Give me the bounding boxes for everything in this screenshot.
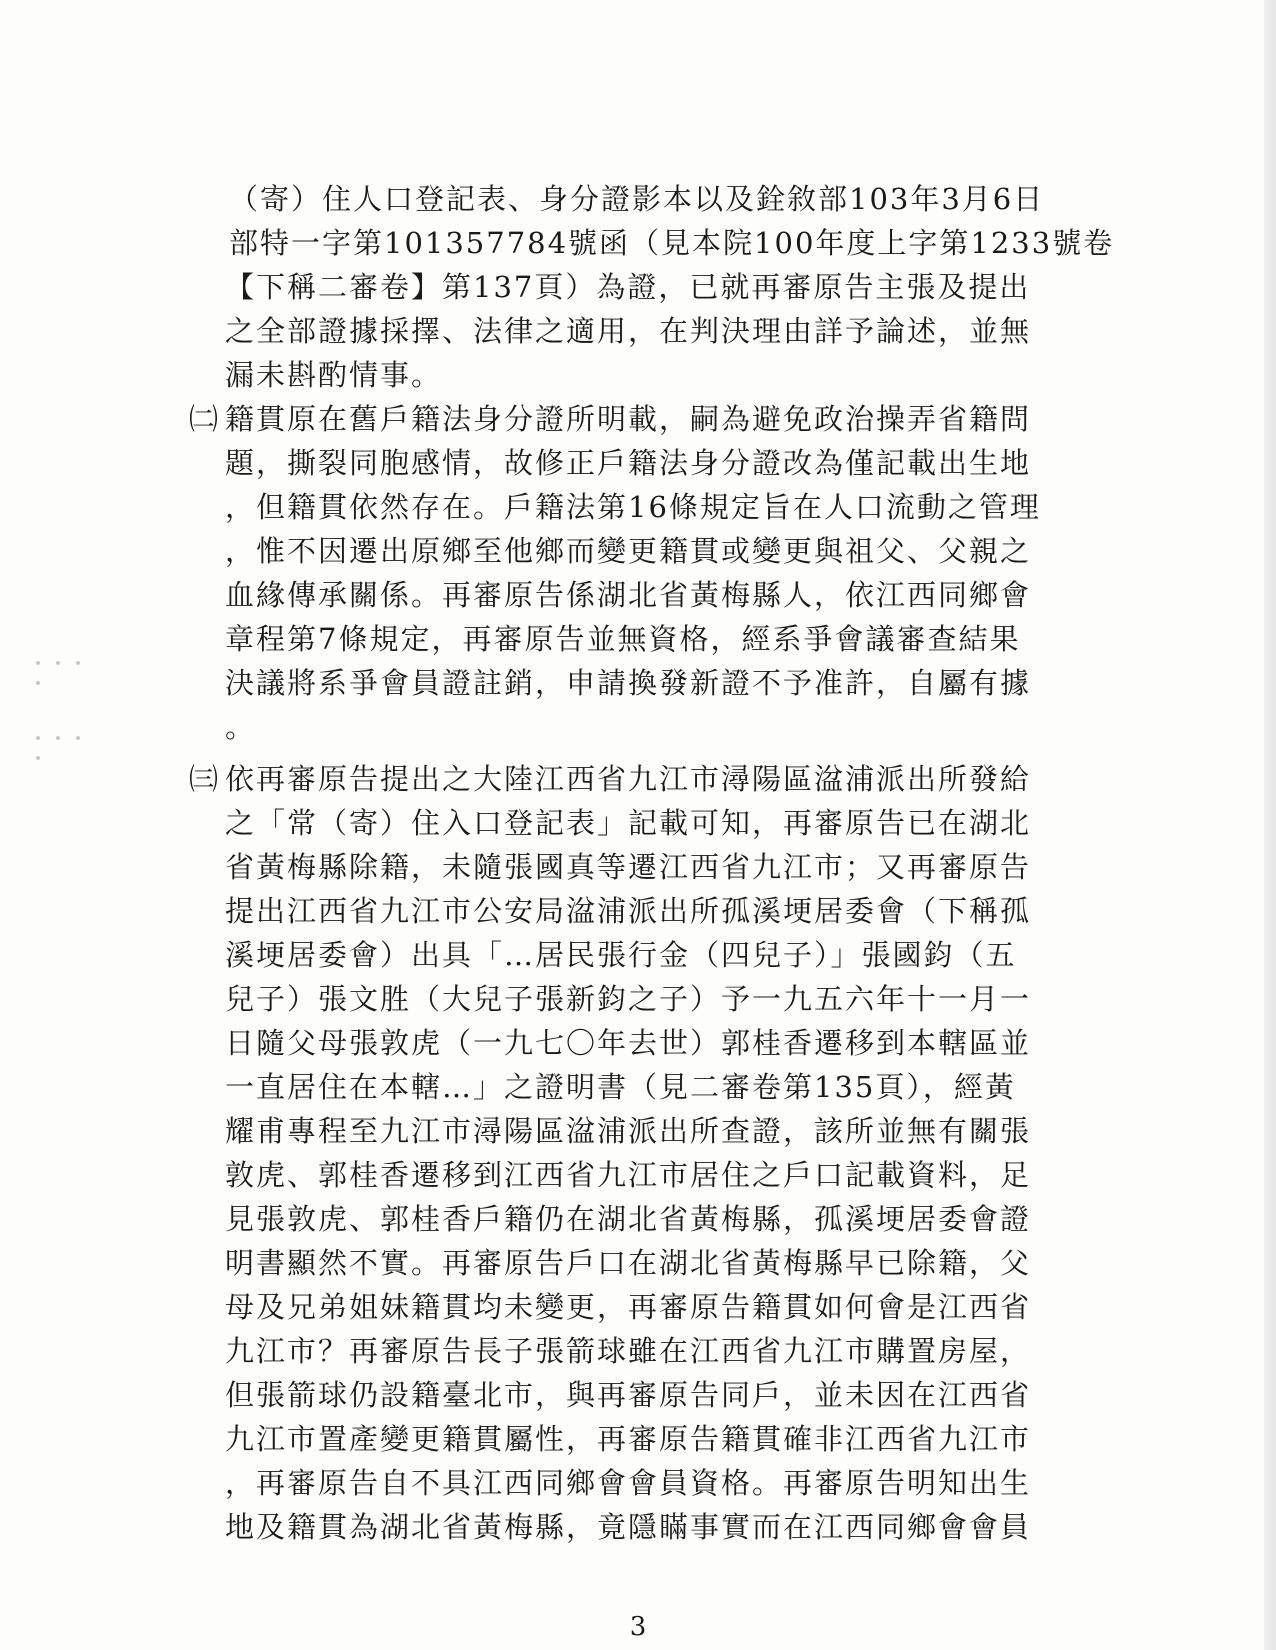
- section-marker-3: ㈢: [189, 762, 219, 796]
- text-line: 部特一字第101357784號函（見本院100年度上字第1233號卷: [229, 226, 1115, 260]
- punch-holes-top: [28, 655, 98, 695]
- text-line: 溪埂居委會）出具「…居民張行金（四兒子）」張國鈞（五: [225, 938, 1017, 972]
- page-number: 3: [629, 1612, 647, 1642]
- text-line: 題，撕裂同胞感情，故修正戶籍法身分證改為僅記載出生地: [225, 446, 1032, 480]
- text-line: 地及籍貫為湖北省黃梅縣，竟隱瞞事實而在江西同鄉會會員: [225, 1510, 1032, 1544]
- text-line: 決議將系爭會員證註銷，申請換發新證不予准許，自屬有據: [225, 666, 1032, 700]
- text-line: 【下稱二審卷】第137頁）為證，已就再審原告主張及提出: [225, 270, 1031, 304]
- text-line: 章程第7條規定，再審原告並無資格，經系爭會議審查結果: [225, 622, 1021, 656]
- text-line: 九江市？再審原告長子張箭球雖在江西省九江市購置房屋，: [225, 1334, 1032, 1368]
- section-marker-2: ㈡: [189, 402, 219, 436]
- text-line: 。: [225, 710, 257, 744]
- text-line: ，但籍貫依然存在。戶籍法第16條規定旨在人口流動之管理: [225, 490, 1041, 524]
- punch-holes-bottom: [28, 730, 98, 770]
- text-line: 但張箭球仍設籍臺北市，與再審原告同戶，並未因在江西省: [225, 1378, 1032, 1412]
- text-line: （寄）住人口登記表、身分證影本以及銓敘部103年3月6日: [229, 182, 1045, 216]
- text-line: 之全部證據採擇、法律之適用，在判決理由詳予論述，並無: [225, 314, 1032, 348]
- text-line: 漏未斟酌情事。: [225, 358, 443, 392]
- text-line: 省黃梅縣除籍，未隨張國真等遷江西省九江市；又再審原告: [225, 850, 1032, 884]
- text-line: 提出江西省九江市公安局湓浦派出所孤溪埂居委會（下稱孤: [225, 894, 1032, 928]
- text-line: ，惟不因遷出原鄉至他鄉而變更籍貫或變更與祖父、父親之: [225, 534, 1032, 568]
- text-line: 日隨父母張敦虎（一九七〇年去世）郭桂香遷移到本轄區並: [225, 1026, 1032, 1060]
- text-line: 依再審原告提出之大陸江西省九江市潯陽區湓浦派出所發給: [225, 762, 1032, 796]
- text-line: 見張敦虎、郭桂香戶籍仍在湖北省黃梅縣，孤溪埂居委會證: [225, 1202, 1032, 1236]
- text-line: 一直居住在本轄…」之證明書（見二審卷第135頁），經黃: [225, 1070, 1016, 1104]
- text-line: 之「常（寄）住入口登記表」記載可知，再審原告已在湖北: [225, 806, 1032, 840]
- text-line: 兒子）張文胜（大兒子張新鈞之子）予一九五六年十一月一: [225, 982, 1032, 1016]
- text-line: ，再審原告自不具江西同鄉會會員資格。再審原告明知出生: [225, 1466, 1032, 1500]
- text-line: 籍貫原在舊戶籍法身分證所明載，嗣為避免政治操弄省籍問: [225, 402, 1032, 436]
- page-edge-shadow: [1264, 0, 1276, 1650]
- text-line: 明書顯然不實。再審原告戶口在湖北省黃梅縣早已除籍，父: [225, 1246, 1032, 1280]
- text-line: 血緣傳承關係。再審原告係湖北省黃梅縣人，依江西同鄉會: [225, 578, 1032, 612]
- text-line: 母及兄弟姐妹籍貫均未變更，再審原告籍貫如何會是江西省: [225, 1290, 1032, 1324]
- text-line: 耀甫專程至九江市潯陽區湓浦派出所查證，該所並無有關張: [225, 1114, 1032, 1148]
- text-line: 敦虎、郭桂香遷移到江西省九江市居住之戶口記載資料，足: [225, 1158, 1032, 1192]
- text-line: 九江市置產變更籍貫屬性，再審原告籍貫確非江西省九江市: [225, 1422, 1032, 1456]
